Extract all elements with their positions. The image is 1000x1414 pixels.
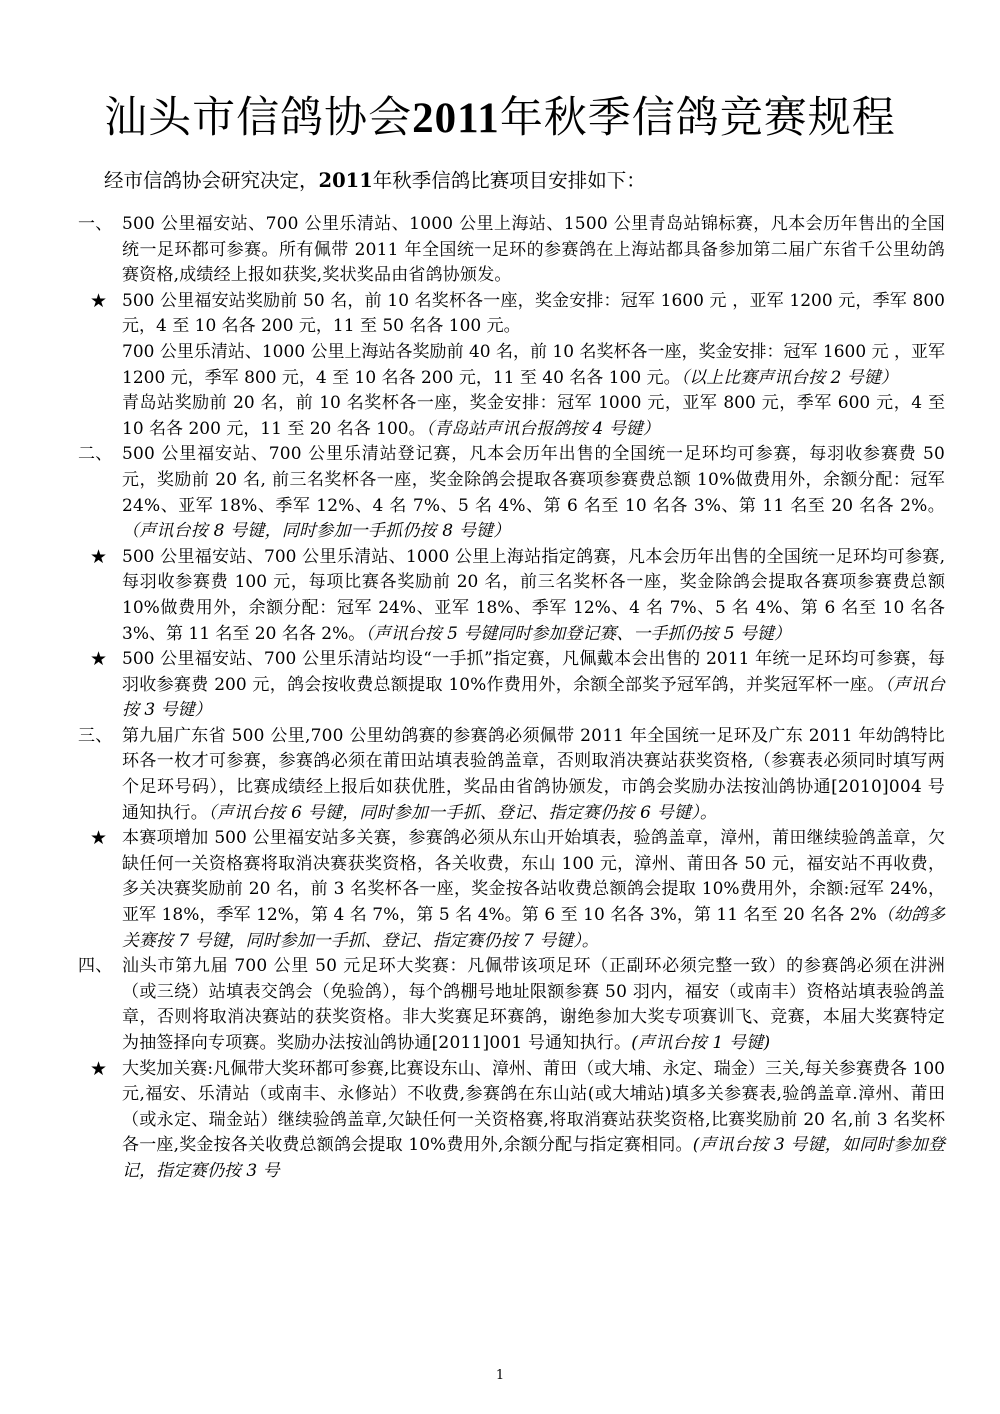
section-4-star-1-note: (声讯台按 3 号键，如同时参加登记，指定赛仍按 3 号: [122, 1135, 945, 1181]
star-icon: ★: [90, 1057, 108, 1080]
section-1-cont-1: [70, 340, 945, 391]
section-2-star-1: [70, 545, 945, 647]
section-1-text: 500 公里福安站、700 公里乐清站、1000 公里上海站、1500 公里青岛站锦标赛，凡本会历年售出的全国统一足环都可参赛。所有佩带 2011 年全国统一足环的参赛鸽在上海站都具备参加第二届广东省千公里幼鸽赛资格,成绩经上报如获奖,奖状奖品由省鸽协颁发。: [122, 214, 945, 286]
page-number: 1: [495, 1368, 505, 1383]
star-icon: ★: [90, 289, 108, 312]
title-year: 2011: [412, 95, 500, 142]
section-1-cont-2-text: 青岛站奖励前 20 名，前 10 名奖杯各一座，奖金安排：冠军 1000 元，亚军 800 元，季军 600 元，4 至 10 名各 200 元，11 至 20 名各 100。: [122, 393, 945, 439]
document-body: [70, 212, 945, 1185]
intro-part-c: 年秋季信鸽比赛项目安排如下：: [372, 169, 646, 192]
title-part-a: 汕头市信鸽协会: [104, 93, 413, 143]
section-3-text: 第九届广东省 500 公里,700 公里幼鸽赛的参赛鸽必须佩带 2011 年全国统一足环及广东 2011 年幼鸽特比环各一枚才可参赛，参赛鸽必须在莆田站填表验鸽盖章，否则取消决赛站获奖资格,（参赛表必须同时填写两个足环号码），比赛成绩经上报后如获优胜，奖品由省鸽协颁发，市鸽会奖励办法按汕鸽协通[2010]004 号通知执行。: [122, 725, 945, 823]
section-1-star-1-text: 500 公里福安站奖励前 50 名，前 10 名奖杯各一座，奖金安排：冠军 1600 元 ，亚军 1200 元，季军 800 元，4 至 10 名各 200 元，11 至 50 名各 100 元。: [122, 290, 945, 337]
title-part-c: 年秋季信鸽竞赛规程: [499, 93, 896, 143]
intro-part-a: 经市信鸽协会研究决定，: [104, 169, 319, 192]
section-1-star-1: [70, 289, 945, 340]
section-4: [70, 954, 945, 1056]
star-icon: ★: [90, 648, 108, 671]
section-1-marker: 一、: [78, 214, 113, 234]
section-4-text: 汕头市第九届 700 公里 50 元足环大奖赛：凡佩带该项足环（正副环必须完整一致）的参赛鸽必须在汫洲（或三绕）站填表交鸽会（免验鸽），每个鸽棚号地址限额参赛 50 羽内，福安（或南丰）资格站填表验鸽盖章，否则将取消决赛站的获奖资格。非大奖赛足环赛鸽，谢绝参加大奖专项赛训飞、竞赛，本届大奖赛特定为抽签择向专项赛。奖励办法按汕鸽协通[2011]001 号通知执行。: [122, 956, 945, 1053]
section-1-cont-1-text: 700 公里乐清站、1000 公里上海站各奖励前 40 名，前 10 名奖杯各一座，奖金安排：冠军 1600 元 ，亚军 1200 元，季军 800 元，4 至 10 名各 200 元，11 至 40 名各 100 元。: [122, 341, 945, 388]
section-3-marker: 三、: [78, 725, 113, 746]
section-4-note: (声讯台按 1 号键): [631, 1033, 771, 1053]
section-1-cont-2: [70, 391, 945, 442]
section-3: [70, 724, 945, 826]
section-1: [70, 212, 945, 289]
section-2-star-2-text: 500 公里福安站、700 公里乐清站均设“一手抓”指定赛，凡佩戴本会出售的 2011 年统一足环均可参赛，每羽收参赛费 200 元，鸽会按收费总额提取 10%作费用外，余额全部奖予冠军鸽，并奖冠军杯一座。: [122, 649, 945, 695]
section-4-star-1-text: 大奖加关赛:凡佩带大奖环都可参赛,比赛设东山、漳州、莆田（或大埔、永定、瑞金）三关,每关参赛费各 100 元,福安、乐清站（或南丰、永修站）不收费,参赛鸽在东山站(或大埔站)填多关参赛表,验鸽盖章.漳州、莆田（或永定、瑞金站）继续验鸽盖章,欠缺任何一关资格赛,将取消赛站获奖资格,比赛奖励前 20 名,前 3 名奖杯各一座,奖金按各关收费总额鸽会提取 10%费用外,余额分配与指定赛相同。: [122, 1058, 945, 1156]
section-3-note: （声讯台按 6 号键，同时参加一手抓、登记、指定赛仍按 6 号键）。: [208, 802, 718, 823]
page-title: [0, 92, 1000, 145]
section-1-cont-2-note: （青岛站声讯台报鸽按 4 号键）: [425, 418, 660, 439]
section-2-marker: 二、: [78, 444, 113, 465]
section-2-star-1-note: （声讯台按 5 号键同时参加登记赛、一手抓仍按 5 号键）: [365, 623, 791, 644]
section-3-star-1: [70, 826, 945, 954]
section-2-text: 500 公里福安站、700 公里乐清站登记赛，凡本会历年出售的全国统一足环均可参赛，每羽收参赛费 50 元，奖励前 20 名, 前三名奖杯各一座，奖金除鸽会提取各赛项参赛费总额 10%做费用外，余额分配：冠军 24%、亚军 18%、季军 12%、4 名 7%、5 名 4%、第 6 名至 10 名各 3%、第 11 名至 20 名各 2%。: [122, 444, 945, 516]
section-2-star-1-text: 500 公里福安站、700 公里乐清站、1000 公里上海站指定鸽赛，凡本会历年出售的全国统一足环均可参赛,每羽收参赛费 100 元，每项比赛各奖励前 20 名，前三名奖杯各一座，奖金除鸽会提取各赛项参赛费总额 10%做费用外，余额分配：冠军 24%、亚军 18%、季军 12%、4 名 7%、5 名 4%、第 6 名至 10 名各 3%、第 11 名至 20 名各 2%。: [122, 546, 945, 644]
star-icon: ★: [90, 545, 108, 568]
section-2-star-2-note: （声讯台按 3 号键）: [122, 674, 945, 721]
section-2-note: （声讯台按 8 号键，同时参加一手抓仍按 8 号键）: [122, 521, 511, 542]
section-2: [70, 442, 945, 544]
intro-paragraph: [104, 168, 964, 194]
section-1-cont-1-note: （以上比赛声讯台按 2 号键）: [680, 367, 898, 388]
section-2-star-2: [70, 647, 945, 724]
section-4-star-1: [70, 1057, 945, 1185]
intro-year: 2011: [318, 169, 373, 192]
section-4-marker: 四、: [78, 956, 113, 977]
section-3-star-1-text: 本赛项增加 500 公里福安站多关赛，参赛鸽必须从东山开始填表，验鸽盖章，漳州，莆田继续验鸽盖章，欠缺任何一关资格赛将取消决赛获奖资格，各关收费，东山 100 元，漳州、莆田各 50 元，福安站不再收费，多关决赛奖励前 20 名，前 3 名奖杯各一座，奖金按各站收费总额鸽会提取 10%费用外，余额:冠军 24%，亚军 18%，季军 12%，第 4 名 7%，第 5 名 4%。第 6 至 10 名各 3%，第 11 名至 20 名各 2%: [122, 828, 945, 926]
section-3-star-1-note: （幼鸽多关赛按 7 号键，同时参加一手抓、登记、指定赛仍按 7 号键）。: [122, 905, 946, 951]
star-icon: ★: [90, 827, 108, 850]
